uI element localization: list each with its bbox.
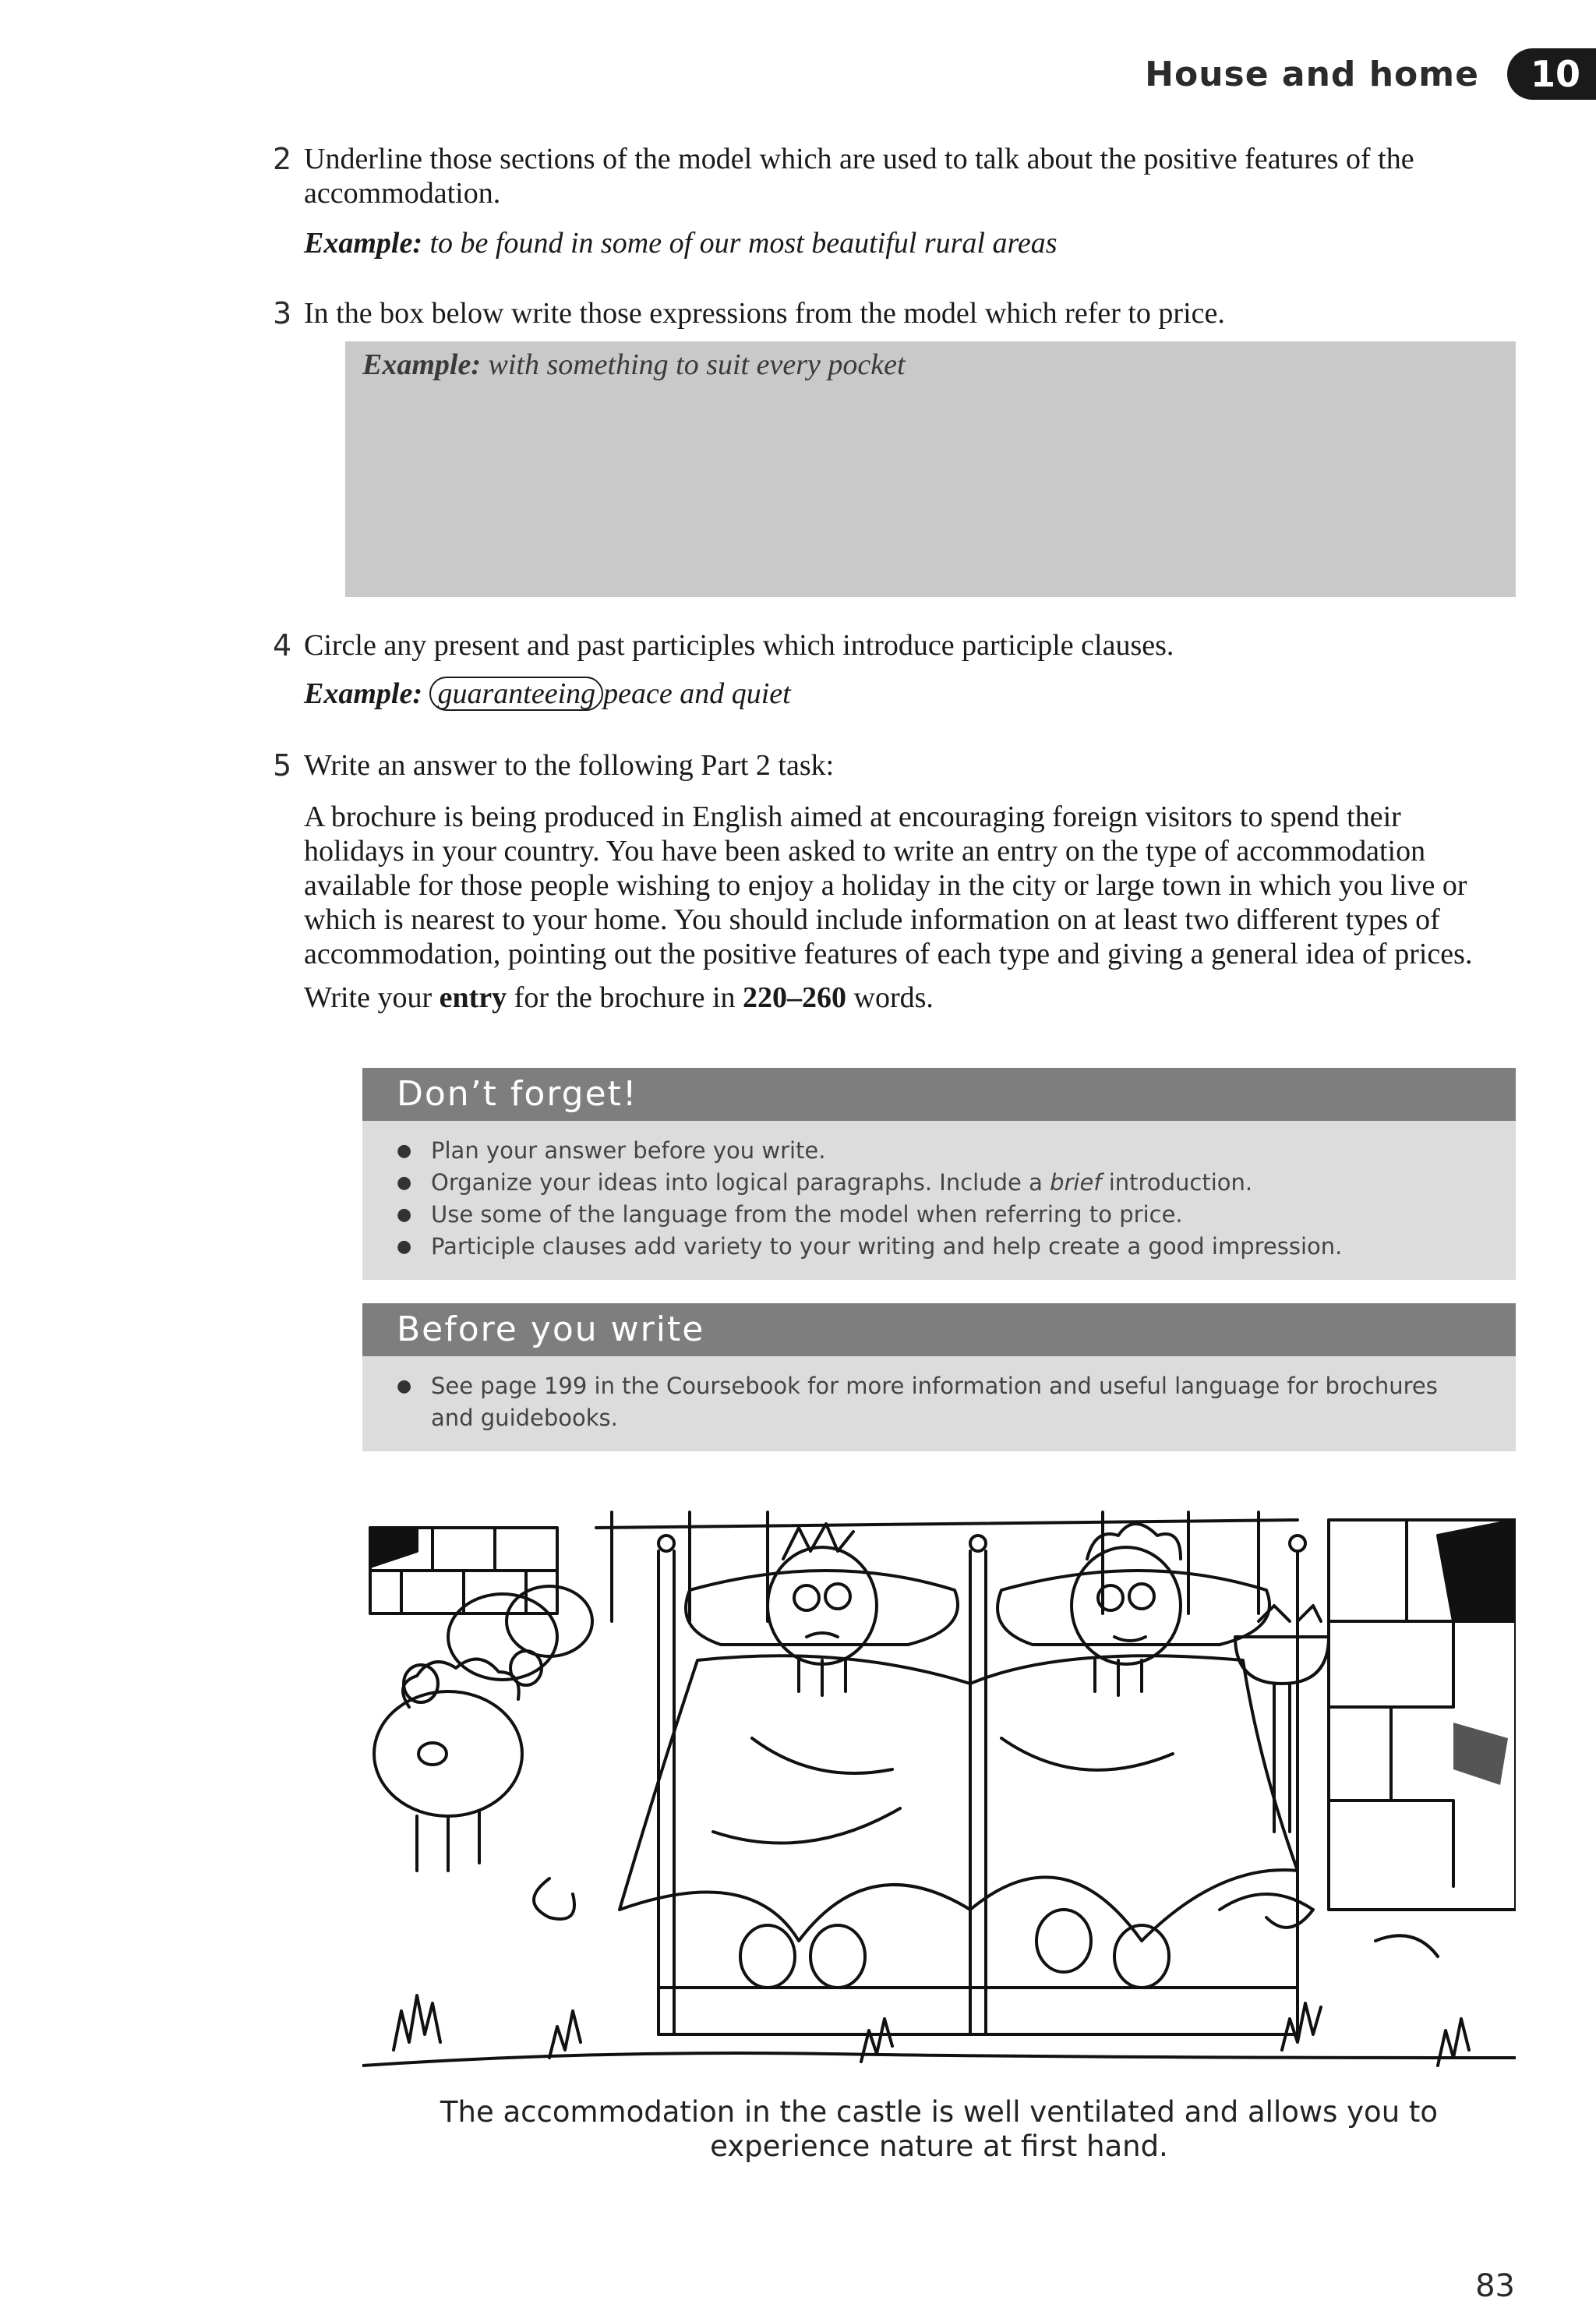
task-number: 3 xyxy=(273,296,292,330)
dont-forget-title: Don’t forget! xyxy=(362,1068,1516,1121)
example-label: Example: xyxy=(304,677,422,710)
task-2 xyxy=(273,142,1520,260)
word-range: 220–260 xyxy=(743,981,847,1014)
instruction-text: words. xyxy=(853,981,934,1014)
before-you-write-box xyxy=(362,1303,1516,1451)
circled-participle: guaranteeing xyxy=(429,677,603,711)
task-4 xyxy=(273,628,1520,711)
task-instruction: Write an answer to the following Part 2 task: xyxy=(304,749,835,782)
task-example xyxy=(304,677,1520,711)
example-label: Example: xyxy=(362,348,481,381)
task-number: 2 xyxy=(273,142,292,176)
task-number: 5 xyxy=(273,748,292,783)
task-instruction: Circle any present and past participles which introduce participle clauses. xyxy=(304,629,1174,662)
task-example xyxy=(362,348,1516,382)
cartoon-illustration xyxy=(362,1504,1516,2081)
tip-item: ● Participle clauses add variety to your writing and help create a good impression. xyxy=(397,1231,1485,1263)
example-text: to be found in some of our most beautiful rural areas xyxy=(429,227,1058,260)
instruction-text: Write your xyxy=(304,981,433,1014)
task-brief: A brochure is being produced in English aimed at encouraging foreign visitors to spend their holidays in your country. You have been asked to write an entry on the type of accommodation available for those people wishing to enjoy a holiday in the city or large town in which you live or which is nearest to your home. You should include information on at least two different types of accommodation, pointing out the positive features of each type and giving a general idea of prices. xyxy=(304,801,1473,970)
page-number: 83 xyxy=(1475,2268,1515,2304)
instruction-text: for the brochure in xyxy=(514,981,736,1014)
before-you-write-title: Before you write xyxy=(362,1303,1516,1356)
price-expressions-box[interactable] xyxy=(345,341,1516,597)
page-header xyxy=(1145,48,1596,100)
task-number: 4 xyxy=(273,628,292,663)
task-3 xyxy=(273,296,1520,330)
tip-item: ● Plan your answer before you write. xyxy=(397,1135,1485,1167)
example-text: peace and quiet xyxy=(603,677,791,710)
example-text: with something to suit every pocket xyxy=(488,348,906,381)
tip-item: ● See page 199 in the Coursebook for more information and useful language for brochures and guidebooks. xyxy=(397,1370,1485,1434)
dont-forget-list xyxy=(362,1121,1516,1280)
dont-forget-box xyxy=(362,1068,1516,1280)
task-example xyxy=(304,226,1520,260)
example-label: Example: xyxy=(304,227,422,260)
tip-emphasis: brief xyxy=(1050,1169,1102,1196)
task-instruction: Underline those sections of the model which are used to talk about the positive features of the accommodation. xyxy=(304,143,1414,210)
word-count-instruction xyxy=(304,981,1520,1015)
task-5 xyxy=(273,748,1520,1015)
cartoon-caption: The accommodation in the castle is well ventilated and allows you to experience nature at first hand. xyxy=(440,2095,1439,2163)
tip-item: ● Use some of the language from the model when referring to price. xyxy=(397,1199,1485,1231)
unit-number-badge: 10 xyxy=(1507,48,1596,100)
tip-item xyxy=(397,1167,1485,1199)
tip-text: Organize your ideas into logical paragraphs. Include a xyxy=(431,1169,1043,1196)
instruction-bold: entry xyxy=(439,981,507,1014)
tip-text: introduction. xyxy=(1108,1169,1253,1196)
task-instruction: In the box below write those expressions from the model which refer to price. xyxy=(304,297,1225,330)
chapter-title: House and home xyxy=(1145,54,1479,94)
before-you-write-list xyxy=(362,1356,1516,1451)
